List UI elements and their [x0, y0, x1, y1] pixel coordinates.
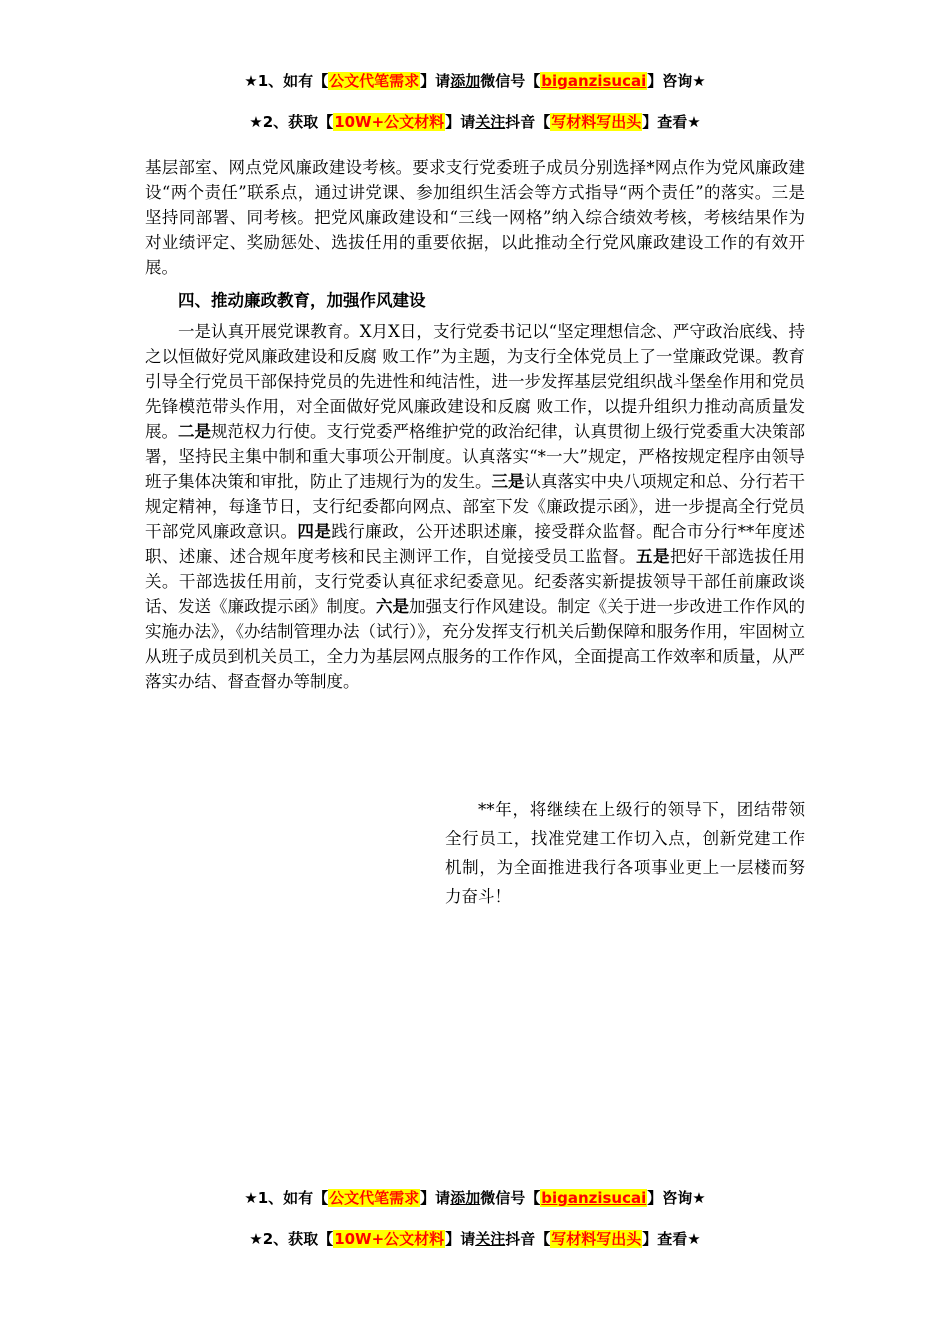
header-wechat-id[interactable]: biganzisucai [541, 72, 647, 90]
education-item-3: 认真落实中央八项规定和总、分行若干规定精神，每逢节日，支行纪委都向网点、部室下发《廉政提示函》，进一步提高全行党员干部党风廉政意识。 [145, 472, 805, 541]
footer-underline-follow: 关注 [475, 1230, 506, 1248]
footer-line2-suffix: 】查看★ [642, 1230, 701, 1248]
header-line1-text-2: 微信号【 [480, 72, 541, 90]
section-heading: 四、推动廉政教育，加强作风建设 [178, 291, 426, 310]
education-item-1: 一是认真开展党课教育。X月X日，支行党委书记以“坚定理想信念、严守政治底线、持之以恒做好党风廉政建设和反腐 败工作”为主题，为支行全体党员上了一堂廉政党课。教育引导全行党员干部保持党员的先进性和纯洁性，进一步发挥基层党组织战斗堡垒作用和党员先锋模范带头作用，对全面做好党风廉政建设和反腐 败工作，以提升组织力推动高质量发展。 [145, 322, 805, 441]
header-line2-text-2: 抖音【 [505, 113, 551, 131]
footer-douyin-account[interactable]: 写材料写出头 [551, 1230, 642, 1248]
header-highlight-ghostwriting: 公文代笔需求 [329, 72, 420, 90]
header-highlight-materials: 10W+公文材料 [334, 113, 445, 131]
header-underline-add: 添加 [450, 72, 481, 90]
education-marker-6: 六是 [376, 597, 409, 616]
education-marker-4: 四是 [297, 522, 332, 541]
header-douyin-account[interactable]: 写材料写出头 [551, 113, 642, 131]
footer-highlight-ghostwriting: 公文代笔需求 [329, 1189, 420, 1207]
closing-paragraph: **年，将继续在上级行的领导下，团结带领全行员工，找准党建工作切入点，创新党建工作机制，为全面推进我行各项事业更上一层楼而努力奋斗！ [445, 799, 805, 906]
footer-highlight-materials: 10W+公文材料 [334, 1230, 445, 1248]
footer-line2-text: 】请 [445, 1230, 476, 1248]
footer-wechat-id[interactable]: biganzisucai [541, 1189, 647, 1207]
document-body [145, 155, 805, 694]
footer-ad-line-2 [0, 1228, 950, 1250]
header-line2-text: 】请 [445, 113, 476, 131]
header-ad-line-2 [0, 111, 950, 133]
footer-line2-prefix: ★2、获取【 [249, 1230, 334, 1248]
footer-line1-prefix: ★1、如有【 [244, 1189, 329, 1207]
header-ad-line-1 [0, 70, 950, 92]
header-line1-text: 】请 [420, 72, 451, 90]
footer-line1-text: 】请 [420, 1189, 451, 1207]
paragraph-assessment: 基层部室、网点党风廉政建设考核。要求支行党委班子成员分别选择*网点作为党风廉政建设“两个责任”联系点，通过讲党课、参加组织生活会等方式指导“两个责任”的落实。三是坚持同部署、同考核。把党风廉政建设和“三线一网格”纳入综合绩效考核，考核结果作为对业绩评定、奖励惩处、选拔任用的重要依据，以此推动全行党风廉政建设工作的有效开展。 [145, 158, 805, 277]
education-marker-5: 五是 [636, 547, 670, 566]
header-line1-prefix: ★1、如有【 [244, 72, 329, 90]
education-item-6: 加强支行作风建设。制定《关于进一步改进工作作风的实施办法》，《办结制管理办法（试行）》，充分发挥支行机关后勤保障和服务作用，牢固树立从班子成员到机关员工，全力为基层网点服务的工作作风，全面提高工作效率和质量，从严落实办结、督查督办等制度。 [145, 597, 805, 691]
footer-line1-text-2: 微信号【 [480, 1189, 541, 1207]
header-underline-follow: 关注 [475, 113, 506, 131]
education-item-5: 把好干部选拔任用关。干部选拔任用前，支行党委认真征求纪委意见。纪委落实新提拔领导干部任前廉政谈话、发送《廉政提示函》制度。 [145, 547, 806, 616]
header-line1-suffix: 】咨询★ [647, 72, 706, 90]
footer-line2-text-2: 抖音【 [505, 1230, 551, 1248]
paragraph-education [145, 319, 805, 694]
education-item-4: 践行廉政，公开述职述廉，接受群众监督。配合市分行**年度述职、述廉、述合规年度考核和民主测评工作，自觉接受员工监督。 [145, 522, 806, 566]
footer-line1-suffix: 】咨询★ [647, 1189, 706, 1207]
education-marker-3: 三是 [491, 472, 525, 491]
footer-underline-add: 添加 [450, 1189, 481, 1207]
footer-ad-line-1 [0, 1187, 950, 1209]
education-item-2: 规范权力行使。支行党委严格维护党的政治纪律，认真贯彻上级行党委重大决策部署，坚持民主集中制和重大事项公开制度。认真落实“*一大”规定，严格按规定程序由领导班子集体决策和审批，防止了违规行为的发生。 [145, 422, 805, 491]
header-line2-suffix: 】查看★ [642, 113, 701, 131]
header-line2-prefix: ★2、获取【 [249, 113, 334, 131]
education-marker-2: 二是 [178, 422, 211, 441]
